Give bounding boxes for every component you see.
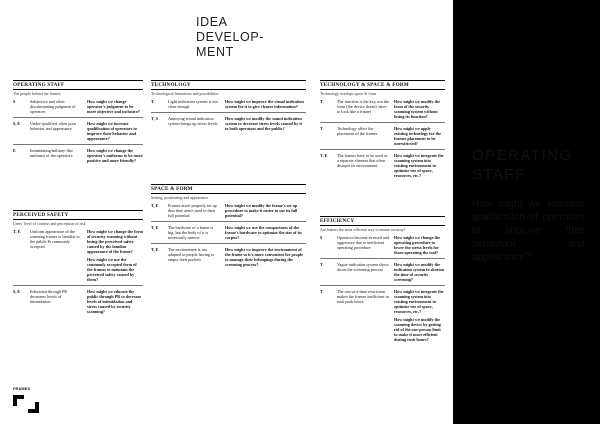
table-row	[151, 99, 306, 113]
page-title	[196, 15, 296, 60]
row-question: How might we improve the visual indication system for it to give clearer information?	[225, 99, 304, 109]
table-row	[320, 235, 445, 259]
row-description: Technology affect the placement of the frames	[337, 126, 378, 136]
table-row	[13, 121, 143, 145]
row-description: Frames aren't properly set up thus they aren't used to their full potential	[168, 203, 217, 218]
row-description: Annoying sound indication system brings up stress levels	[168, 116, 218, 126]
section-subtitle: Technology overlaps space & form	[320, 91, 377, 96]
row-description: Operators become stressed and aggressive due to inefficient operating procedure	[337, 235, 389, 250]
row-description: The one-at-a-time restriction makes the frames inefficient in rush peak hours	[337, 289, 389, 304]
row-code: T	[151, 99, 154, 104]
row-question: How might we apply existing technology for the frames placement to be unrestricted?	[394, 126, 442, 146]
row-code: S, E	[13, 121, 21, 126]
section-heading: TECHNOLOGY & SPACE & FORM	[320, 80, 445, 90]
row-code: T, E	[320, 153, 328, 158]
section-subtitle: Are frames the most efficient way to ensure security?	[320, 227, 406, 232]
title-line-3: MENT	[196, 45, 234, 59]
row-description: The function is the key, not the form (the device doesn't have to look like a frame)	[337, 99, 389, 114]
table-row	[151, 203, 306, 222]
row-description: Under-qualified, often poor behavior and appearance	[30, 121, 77, 131]
row-question: How might we use the commonly accepted form of the frames to maintain the perceived safety caused by them?	[87, 257, 137, 282]
section-subtitle: Technological limitations and possibilities	[151, 91, 219, 96]
section-heading: OPERATING STAFF	[13, 80, 143, 90]
table-row	[151, 247, 306, 267]
row-question: How might we modify the frame's set up procedure to make it easier to use its full potential?	[225, 203, 298, 218]
row-code: E	[13, 148, 16, 153]
row-question: How might we use the compactness of the frame's hardware to optimize the size of its corpus?	[225, 225, 302, 240]
row-question: How might we change the operator's uniforms to be more positive and more friendly?	[87, 148, 143, 163]
table-row	[320, 262, 445, 286]
row-code: T	[320, 99, 323, 104]
row-code: T, S	[151, 116, 158, 121]
row-description: Uniform appearance of the scanning frames is familiar to the public & commonly accepted	[30, 229, 80, 249]
section-technology	[151, 80, 306, 134]
title-line-2: DEVELOP-	[196, 30, 265, 44]
row-code: T, E	[151, 225, 159, 230]
panel-heading	[472, 146, 573, 184]
title-line-1: IDEA	[196, 15, 228, 29]
row-question: How might we change the form of security scanning without losing the perceived safety caused by the familiar appearance of the frame?	[87, 229, 143, 254]
row-code: T, E	[151, 203, 159, 208]
section-heading: TECHNOLOGY	[151, 80, 306, 90]
section-technology-space-form	[320, 80, 445, 181]
row-description: Vague indication system slows down the screening process	[337, 262, 389, 272]
table-row	[13, 148, 143, 163]
section-heading: SPACE & FORM	[151, 184, 306, 194]
section-operating-staff	[13, 80, 143, 166]
row-question: How might we integrate the scanning system into existing environment to optimize use of space, resources, etc.?	[394, 153, 444, 178]
row-description: The hardware of a frame is big, but the body of it is necessarily narrow	[168, 225, 214, 240]
frames-logo-icon	[13, 395, 39, 413]
row-code: S	[13, 99, 16, 104]
row-question: How might we increase qualification of operators to improve their behavior and appearance?	[87, 121, 137, 141]
frames-label: FRAMES	[13, 387, 31, 391]
row-question: How might we modify the form of the security scanning system without losing its function?	[394, 99, 441, 119]
section-efficiency	[320, 216, 445, 345]
table-row	[320, 99, 445, 123]
row-question: How might we change operator's judgment to be more objective and inclusive?	[87, 99, 140, 114]
row-code: S	[320, 235, 323, 240]
table-row	[320, 126, 445, 150]
row-question: How might we educate the public through PR to decrease levels of intimidation and stress caused by security scanning?	[87, 289, 142, 314]
row-code: S, E	[13, 289, 21, 294]
section-heading: PERCEIVED SAFETY	[13, 210, 143, 220]
row-code: T, E	[13, 229, 21, 234]
row-question: How might we improve the environment of the frame so it's more convenient for people to manage their belongings during the screening process?	[225, 247, 304, 267]
section-subtitle: Users' level of comfort and perception of risk	[13, 221, 86, 226]
row-code: T	[320, 289, 323, 294]
table-row	[151, 225, 306, 244]
table-row	[151, 116, 306, 131]
table-row	[13, 229, 143, 286]
section-heading: EFFICIENCY	[320, 216, 445, 226]
row-description: Subjective and often discriminating judgment of operators	[30, 99, 76, 114]
table-row	[13, 289, 143, 314]
row-code: T, E	[151, 247, 159, 252]
panel-heading-line-2: STAFF	[472, 166, 526, 183]
row-question: How might we change the operating procedure to lower the stress levels for those operating the tool?	[394, 235, 441, 255]
section-subtitle: The people behind the frames	[13, 91, 61, 96]
row-question: How might we modify the indication system to shorten the time of security screening?	[394, 262, 445, 282]
row-question: How might we modify the sound indication system to decrease stress levels caused by it to both operators and the public?	[225, 116, 302, 131]
row-description: The environment is not adapted to people having to empty their pockets	[168, 247, 215, 262]
section-perceived-safety	[13, 210, 143, 317]
row-description: The frames have to be used as a separate element that often disrupts its environment	[337, 153, 388, 168]
section-subtitle: Setting, positioning and appearance	[151, 195, 209, 200]
table-row	[13, 99, 143, 118]
table-row	[320, 289, 445, 342]
panel-heading-line-1: OPERATING	[472, 147, 573, 164]
table-row	[320, 153, 445, 178]
row-code: T	[320, 126, 323, 131]
row-description: Education through PR decreases levels of intimidation	[30, 289, 68, 304]
row-question: How might we integrate the scanning system into existing environment to optimize use of space, resources, etc.?	[394, 289, 444, 314]
section-space-form	[151, 184, 306, 270]
panel-question: How might we increase qualification of operators to improve their behaviour and appearance?	[472, 199, 585, 263]
row-description: Light indication system is not clear enough	[168, 99, 218, 109]
row-question: How might we modify the scanning device by getting rid of the one-person limit to make it more efficient during rush hours?	[394, 317, 441, 342]
row-code: T	[320, 262, 323, 267]
row-description: Intimidating/military-like uniforms of the operators	[30, 148, 73, 158]
